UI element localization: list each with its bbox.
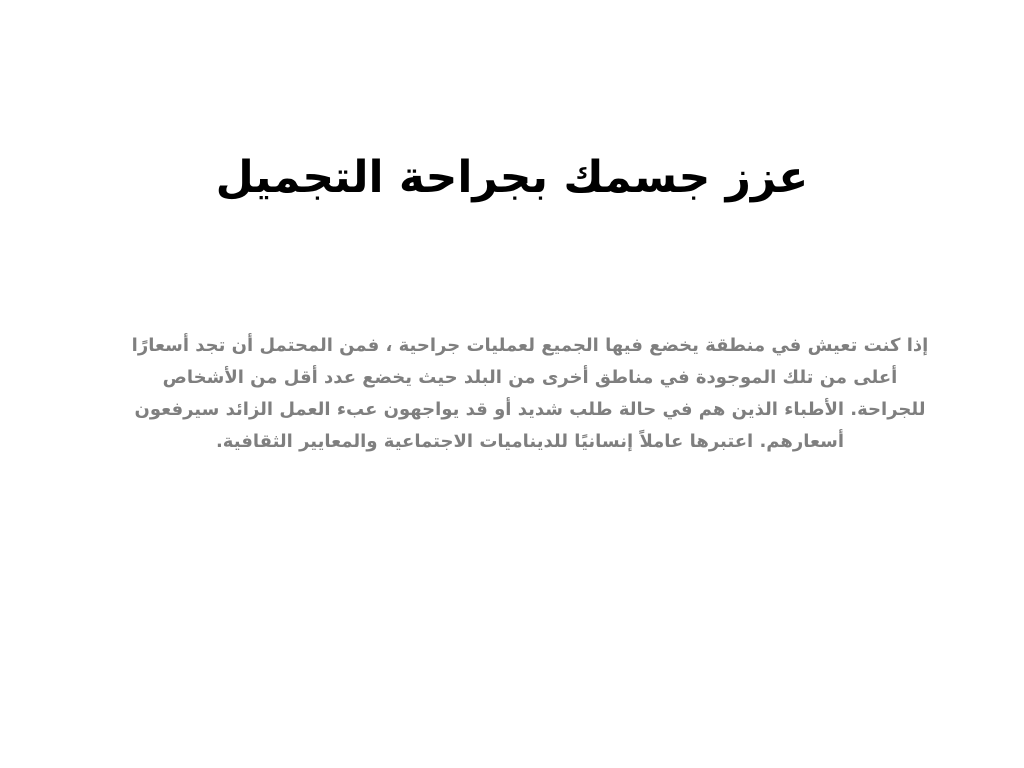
- slide-title: عزز جسمك بجراحة التجميل: [215, 152, 809, 203]
- slide-body-text: إذا كنت تعيش في منطقة يخضع فيها الجميع لعمليات جراحية ، فمن المحتمل أن تجد أسعارًا أعلى من تلك الموجودة في مناطق أخرى من البلد حيث يخضع عدد أقل من الأشخاص للجراحة. الأطباء الذين هم في حالة طلب شديد أو قد يواجهون عبء العمل الزائد سيرفعون أسعارهم. اعتبرها عاملاً إنسانيًا للديناميات الاجتماعية والمعايير الثقافية.: [131, 335, 929, 452]
